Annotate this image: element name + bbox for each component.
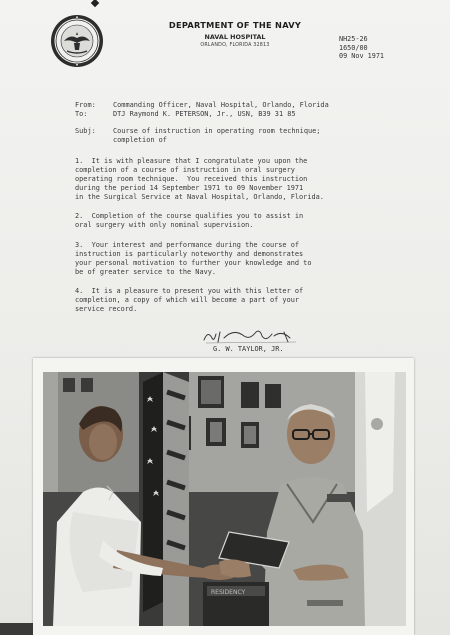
plaque-text: RESIDENCY bbox=[211, 589, 246, 596]
corner-mark bbox=[91, 0, 99, 7]
paragraph-1-line: completion of a course of instruction in oral surgery bbox=[75, 166, 295, 175]
subject-line bbox=[75, 127, 320, 136]
paragraph-1-line: in the Surgical Service at Naval Hospital, Orlando, Florida. bbox=[75, 193, 324, 202]
to-label: To: bbox=[75, 110, 88, 118]
ceremony-photo bbox=[43, 372, 406, 626]
signer-name: G. W. TAYLOR, JR. bbox=[213, 345, 284, 353]
ceremony-photo-image bbox=[43, 372, 406, 626]
hospital-city: ORLANDO, FLORIDA 32813 bbox=[200, 43, 270, 48]
subject-value-1: Course of instruction in operating room technique; bbox=[113, 127, 321, 135]
paragraph-2-line: 2. Completion of the course qualifies you to assist in bbox=[75, 212, 304, 220]
subject-line-2 bbox=[75, 136, 167, 145]
department-title: DEPARTMENT OF THE NAVY bbox=[168, 20, 302, 30]
paragraph-3-line: your personal motivation to further your knowledge and to bbox=[75, 259, 312, 268]
paragraph-3-line: be of greater service to the Navy. bbox=[75, 268, 217, 277]
from-line bbox=[75, 101, 329, 110]
letterhead bbox=[150, 20, 320, 48]
paragraph-1-line: operating room technique. You received this instruction bbox=[75, 175, 308, 184]
paragraph-3-line: 3. Your interest and performance during the course of bbox=[75, 241, 300, 249]
handwritten-signature-icon bbox=[200, 326, 310, 346]
reference-block bbox=[339, 35, 384, 61]
reference-code: NH25-26 bbox=[339, 35, 368, 43]
to-line bbox=[75, 110, 296, 119]
paragraph-3-line: instruction is particularly noteworthy and demonstrates bbox=[75, 250, 304, 259]
paragraph-2-line: oral surgery with only nominal supervision. bbox=[75, 221, 254, 230]
subject-value-2: completion of bbox=[113, 136, 167, 144]
paragraph-4-line: 4. It is a pleasure to present you with this letter of bbox=[75, 287, 304, 295]
reference-date: 09 Nov 1971 bbox=[339, 52, 385, 61]
paragraph-4-line: service record. bbox=[75, 305, 138, 314]
paragraph-4-line: completion, a copy of which will become a part of your bbox=[75, 296, 300, 305]
background-strip bbox=[0, 623, 33, 635]
to-value: DTJ Raymond K. PETERSON, Jr., USN, B39 31 85 bbox=[113, 110, 296, 118]
from-label: From: bbox=[75, 101, 96, 109]
paragraph-1-line: 1. It is with pleasure that I congratulate you upon the bbox=[75, 157, 308, 165]
subject-label: Subj: bbox=[75, 127, 96, 135]
navy-eagle-seal-icon bbox=[50, 14, 104, 68]
paragraph-1-line: during the period 14 September 1971 to 09 November 1971 bbox=[75, 184, 304, 193]
hospital-name: NAVAL HOSPITAL bbox=[204, 33, 266, 41]
from-value: Commanding Officer, Naval Hospital, Orlando, Florida bbox=[113, 101, 329, 109]
reference-serial: 1650/00 bbox=[339, 43, 368, 52]
